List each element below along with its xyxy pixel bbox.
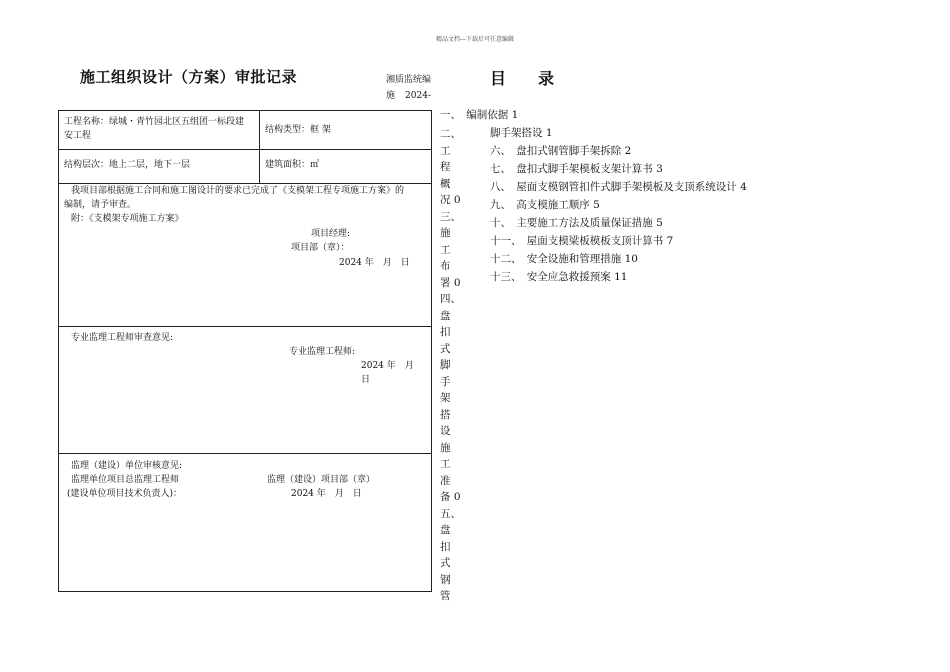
application-text-line1: 我项目部根据施工合同和施工图设计的要求已完成了《支模架工程专项施工方案》的: [71, 186, 405, 196]
project-name-line1: 工程名称：绿城・青竹园北区五组团一标段建: [64, 117, 245, 127]
row-divider: [59, 149, 431, 150]
form-code-prefix: 施: [386, 91, 396, 101]
row-divider: [59, 326, 431, 327]
toc-vertical-char: 施: [440, 227, 451, 239]
project-name-line2: 安工程: [64, 131, 92, 141]
toc-vertical-char: 工: [440, 458, 451, 470]
toc-item: 十二、 安全设施和管理措施 10: [490, 253, 638, 265]
owner-tech-label: (建设单位项目技术负责人)：: [67, 489, 183, 499]
toc-item: 七、 盘扣式脚手架模板支架计算书 3: [490, 163, 663, 175]
toc-item: 六、 盘扣式钢管脚手架拆除 2: [490, 145, 632, 157]
row-divider: [59, 453, 431, 454]
attachment-note: 附：《支模架专项施工方案》: [71, 214, 184, 224]
toc-vertical-char: 架: [440, 392, 451, 404]
toc-item-1: 一、 编制依据 1: [440, 109, 519, 121]
form-title: 施工组织设计（方案）审批记录: [80, 68, 298, 86]
supervisor-sign-label: 专业监理工程师:: [289, 347, 356, 357]
toc-item: 九、 高支模施工顺序 5: [490, 199, 600, 211]
toc-vertical-wrap: [440, 126, 462, 605]
structure-levels: 结构层次：地上二层，地下一层: [64, 160, 191, 170]
column-divider: [259, 111, 260, 183]
project-manager-label: 项目经理:: [311, 229, 351, 239]
toc-vertical-char: 设: [440, 425, 451, 437]
toc-list: [490, 124, 747, 286]
toc-vertical-char: 手: [440, 375, 451, 388]
toc-vertical-char: 盘: [440, 524, 451, 536]
toc-item: 十三、 安全应急救援预案 11: [490, 271, 628, 283]
toc-vertical-char: 搭: [440, 408, 451, 421]
toc-vertical-char: 三、: [440, 210, 461, 223]
toc-vertical-char: 五、: [440, 507, 461, 520]
building-area: 建筑面积：㎡: [265, 160, 320, 170]
toc-vertical-char: 盘: [440, 309, 451, 322]
unit-opinion-label: 监理（建设）单位审核意见:: [71, 461, 183, 471]
toc-vertical-char: 扣: [440, 326, 451, 338]
toc-vertical-char: 脚: [440, 359, 451, 371]
toc-vertical-char: 署 0: [440, 276, 461, 289]
project-name-cell: [64, 115, 256, 143]
toc-item: 八、 屋面支模钢管扣件式脚手架模板及支顶系统设计 4: [490, 181, 747, 193]
toc-vertical-char: 布: [440, 260, 451, 272]
toc-vertical-char: 备 0: [440, 491, 461, 503]
toc-vertical-char: 二、: [440, 128, 461, 140]
form-code: 湘质监统编: [386, 75, 432, 85]
toc-item: 十一、 屋面支模梁板模板支顶计算书 7: [490, 235, 674, 247]
approval-form-table: [58, 110, 432, 592]
structure-type: 结构类型：框 架: [265, 125, 331, 135]
date-project: 2024 年 月 日: [339, 258, 410, 268]
toc-vertical-char: 概: [440, 177, 451, 190]
toc-vertical-char: 准: [440, 474, 451, 487]
watermark-text: 精品文档---下载后可任意编辑: [435, 36, 515, 43]
toc-vertical-char: 工: [440, 243, 451, 256]
toc-title: 目录: [490, 69, 587, 88]
toc-vertical-char: 式: [440, 557, 451, 569]
toc-vertical-char: 程: [440, 161, 451, 173]
toc-vertical-char: 管: [440, 590, 451, 602]
toc-item: 十、 主要施工方法及质量保证措施 5: [490, 217, 663, 229]
form-code-year: 2024-: [405, 91, 431, 101]
date-unit: 2024 年 月 日: [291, 489, 362, 499]
form-code-line2: [386, 88, 431, 101]
supervisor-opinion-label: 专业监理工程师审查意见:: [71, 333, 174, 343]
toc-vertical-char: 施: [440, 441, 451, 454]
toc-item: 脚手架搭设 1: [490, 127, 553, 139]
toc-vertical-char: 况 0: [440, 194, 461, 206]
toc-vertical-char: 扣: [440, 540, 451, 553]
date-supervisor: 2024 年 月 日: [361, 361, 423, 385]
unit-dept-seal: 监理（建设）项目部（章）: [267, 475, 376, 485]
project-dept-seal: 项目部（章）：: [291, 243, 350, 253]
chief-supervisor-label: 监理单位项目总监理工程师: [71, 475, 180, 485]
toc-vertical-char: 钢: [440, 573, 451, 586]
toc-vertical-char: 式: [440, 342, 451, 355]
toc-vertical-char: 四、: [440, 293, 461, 305]
toc-vertical-char: 工: [440, 144, 451, 157]
application-text-line2: 编制，请予审查。: [64, 200, 137, 210]
